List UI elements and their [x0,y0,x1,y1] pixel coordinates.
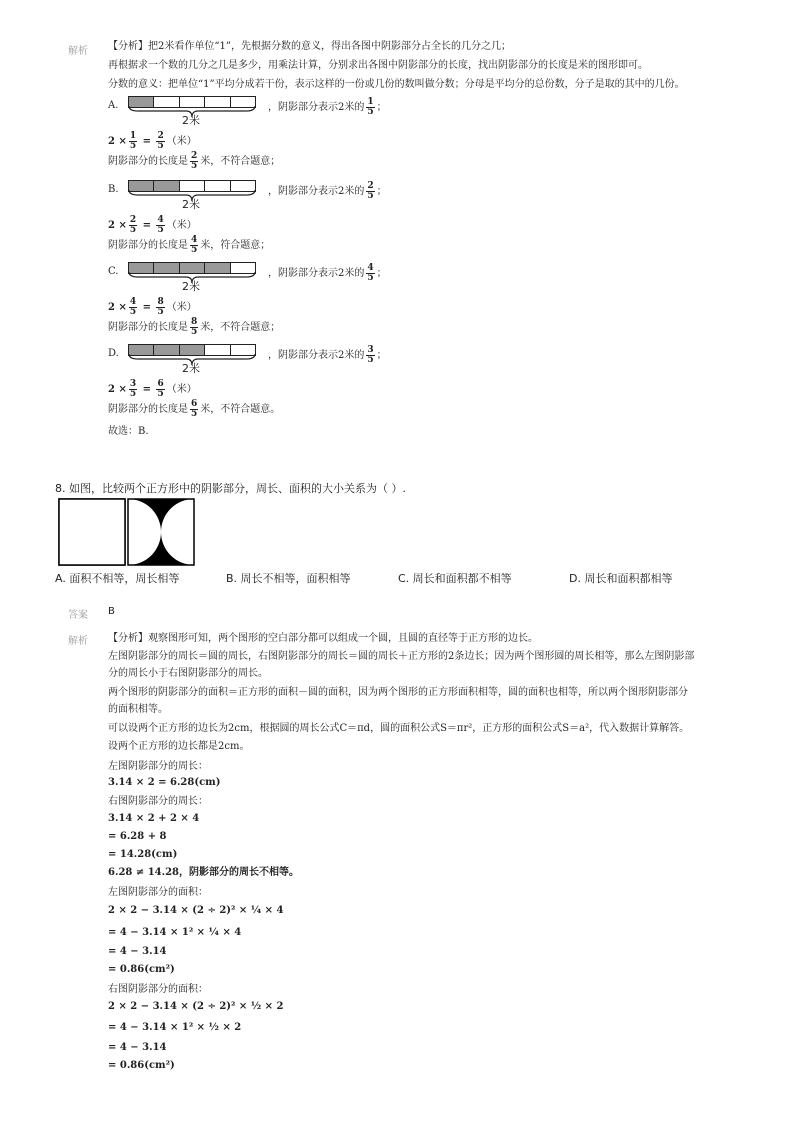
numerator: 6 [157,379,164,389]
unit-text: （米） [166,302,197,313]
numerator: 8 [157,297,164,307]
q8-analysis-line: 两个图形的阴影部分的面积＝正方形的面积－圆的面积，因为两个图形的正方形面积相等，圆的面积也相等，所以两个图形阴影部分 [108,687,688,698]
calc-text: 2 × [108,220,127,231]
desc-text: ，阴影部分表示2米的 [268,186,365,197]
numerator: 3 [367,345,374,355]
denominator: 5 [367,107,374,117]
q7-calculation [108,298,197,317]
q8-analysis-line: 右图阴影部分的周长： [108,796,208,807]
q8-analysis-line: = 14.28(cm) [108,849,178,860]
q8-analysis-line: 可以设两个正方形的边长为2cm，根据圆的周长公式C＝πd，圆的面积公式S＝πr²，正方形的面积公式S＝a²，代入数据计算解答。 [108,723,690,734]
numerator: 1 [129,131,137,141]
choice-b: B. 周长不相等，面积相等 [226,572,351,585]
fraction [190,400,198,419]
q7-calculation [108,380,197,399]
fraction [366,182,374,201]
q7-calculation [108,216,197,235]
q7-intro-line: 再根据求一个数的几分之几是多少，用乘法计算，分别求出各图中阴影部分的长度，找出阴影部分的长度是米的图形即可。 [108,60,648,71]
q8-analysis-line: 3.14 × 2 + 2 × 4 [108,813,200,824]
length-prefix: 阴影部分的长度是 [108,404,188,415]
denominator: 5 [157,389,164,399]
choice-a: A. 面积不相等，周长相等 [55,572,180,585]
q7-length-result [108,318,280,337]
length-suffix: 米，不符合题意。 [200,404,281,415]
numerator: 2 [129,215,137,225]
fraction [156,132,164,151]
q8-analysis-line: 右图阴影部分的面积： [108,984,208,995]
q8-analysis-line: 左图阴影部分的周长＝圆的周长，右图阴影部分的周长＝圆的周长＋正方形的2条边长；因为两个图形圆的周长相等，那么左图阴影部 [108,651,695,662]
q8-analysis-line: = 4 − 3.14 × 1² × ¼ × 4 [108,927,242,938]
denominator: 5 [191,245,198,255]
length-prefix: 阴影部分的长度是 [108,156,188,167]
q8-analysis-line: 左图阴影部分的周长： [108,761,208,772]
numerator: 4 [157,215,164,225]
q7-intro-line: 分数的意义：把单位“1”平均分成若干份，表示这样的一份或几份的数叫做分数；分母是平均分的总份数，分子是取的其中的几份。 [108,79,685,90]
calc-text: 2 × [108,136,127,147]
fraction [129,298,137,317]
denominator: 5 [129,225,137,235]
q7-option-a [108,96,708,126]
numerator: 8 [191,317,198,327]
q8-analysis-line: 分的周长小于右图阴影部分的周长。 [108,668,268,679]
option-description: ，阴影部分表示2米的 $\frac{2}{5}$ ； [268,181,387,201]
fraction [129,132,137,151]
unit-text: （米） [166,136,197,147]
numerator: 3 [129,379,137,389]
unit-text: （米） [166,220,197,231]
numerator: 4 [367,263,374,273]
numerator: 4 [129,297,137,307]
fraction [156,216,164,235]
q8-analysis-line: 2 × 2 − 3.14 × (2 ÷ 2)² × ½ × 2 [108,1001,284,1012]
denominator: 5 [191,409,198,419]
q7-option-b [108,180,708,210]
equals-sign: = [142,136,151,147]
brace-label: 2米 [182,198,200,211]
option-letter: D. [108,348,119,359]
q8-answer: B [108,606,115,617]
option-letter: B. [108,184,119,195]
calc-text: 2 × [108,384,127,395]
calc-text: 2 × [108,302,127,313]
q8-analysis-line: 6.28 ≠ 14.28，阴影部分的周长不相等。 [108,867,300,878]
q7-calculation [108,132,197,151]
q7-intro-line: 【分析】把2米看作单位“1”，先根据分数的意义，得出各图中阴影部分占全长的几分之几； [108,41,511,52]
unit-text: （米） [166,384,197,395]
fraction [366,264,374,283]
q7-length-result [108,236,270,255]
desc-text: ，阴影部分表示2米的 [268,268,365,279]
fraction [190,152,198,171]
fraction [366,346,374,365]
q7-length-result [108,400,280,419]
option-description: ，阴影部分表示2米的 $\frac{4}{5}$ ； [268,263,387,283]
brace-label: 2米 [182,362,200,375]
length-prefix: 阴影部分的长度是 [108,322,188,333]
denominator: 5 [129,307,137,317]
equals-sign: = [142,302,151,313]
option-letter: A. [108,100,119,111]
fraction [190,318,198,337]
q8-analysis-line: 3.14 × 2 = 6.28(cm) [108,777,221,788]
option-description: ，阴影部分表示2米的 $\frac{1}{5}$ ； [268,97,387,117]
q7-length-result [108,152,280,171]
equals-sign: = [142,384,151,395]
denominator: 5 [157,225,164,235]
q8-figures [58,498,198,566]
q8-analysis-line: = 4 − 3.14 [108,1042,167,1053]
length-suffix: 米，符合题意； [200,240,271,251]
q8-analysis-line: 【分析】观察图形可知，两个图形的空白部分都可以组成一个圆，且圆的直径等于正方形的边长。 [108,633,538,644]
q7-option-c [108,262,708,292]
fraction [156,298,164,317]
length-suffix: 米，不符合题意； [200,156,281,167]
denominator: 5 [367,191,374,201]
fraction [190,236,198,255]
q8-analysis-line: = 4 − 3.14 × 1² × ½ × 2 [108,1022,242,1033]
q8-analysis-line: = 6.28 + 8 [108,831,167,842]
length-prefix: 阴影部分的长度是 [108,240,188,251]
analysis-tag: 解析 [68,46,88,57]
denominator: 5 [129,141,137,151]
fraction [156,380,164,399]
q8-analysis-line: = 4 − 3.14 [108,946,167,957]
right-square-figure [128,499,194,565]
option-description: ，阴影部分表示2米的 $\frac{3}{5}$ ； [268,345,387,365]
denominator: 5 [191,327,198,337]
option-letter: C. [108,266,119,277]
numerator: 2 [157,131,164,141]
q8-analysis-line: 设两个正方形的边长都是2cm。 [108,741,250,752]
q8-analysis-line: = 0.86(cm²) [108,964,175,975]
fraction [366,98,374,117]
desc-text: ，阴影部分表示2米的 [268,350,365,361]
denominator: 5 [157,141,164,151]
fraction [129,380,137,399]
q8-analysis-line: 2 × 2 − 3.14 × (2 ÷ 2)² × ¼ × 4 [108,905,284,916]
numerator: 2 [367,181,374,191]
q8-analysis-line: = 0.86(cm²) [108,1060,175,1071]
q8-analysis-line: 的面积相等。 [108,704,168,715]
denominator: 5 [367,273,374,283]
desc-text: ，阴影部分表示2米的 [268,102,365,113]
q8-analysis-line: 左图阴影部分的面积： [108,887,208,898]
brace-label: 2米 [182,114,200,127]
denominator: 5 [157,307,164,317]
brace-label: 2米 [182,280,200,293]
denominator: 5 [191,161,198,171]
left-square-figure [59,499,125,565]
numerator: 2 [191,151,198,161]
fraction [129,216,137,235]
equals-sign: = [142,220,151,231]
analysis-tag: 解析 [68,636,88,647]
numerator: 4 [191,235,198,245]
choice-d: D. 周长和面积都相等 [569,572,673,585]
numerator: 1 [367,97,374,107]
q7-option-d [108,344,708,374]
numerator: 6 [191,399,198,409]
q8-question: 8. 如图，比较两个正方形中的阴影部分，周长、面积的大小关系为（ ）. [55,482,406,495]
answer-tag: 答案 [68,610,88,621]
q7-conclusion: 故选：B. [108,426,149,437]
choice-c: C. 周长和面积都不相等 [398,572,512,585]
denominator: 5 [367,355,374,365]
denominator: 5 [129,389,137,399]
length-suffix: 米，不符合题意； [200,322,281,333]
